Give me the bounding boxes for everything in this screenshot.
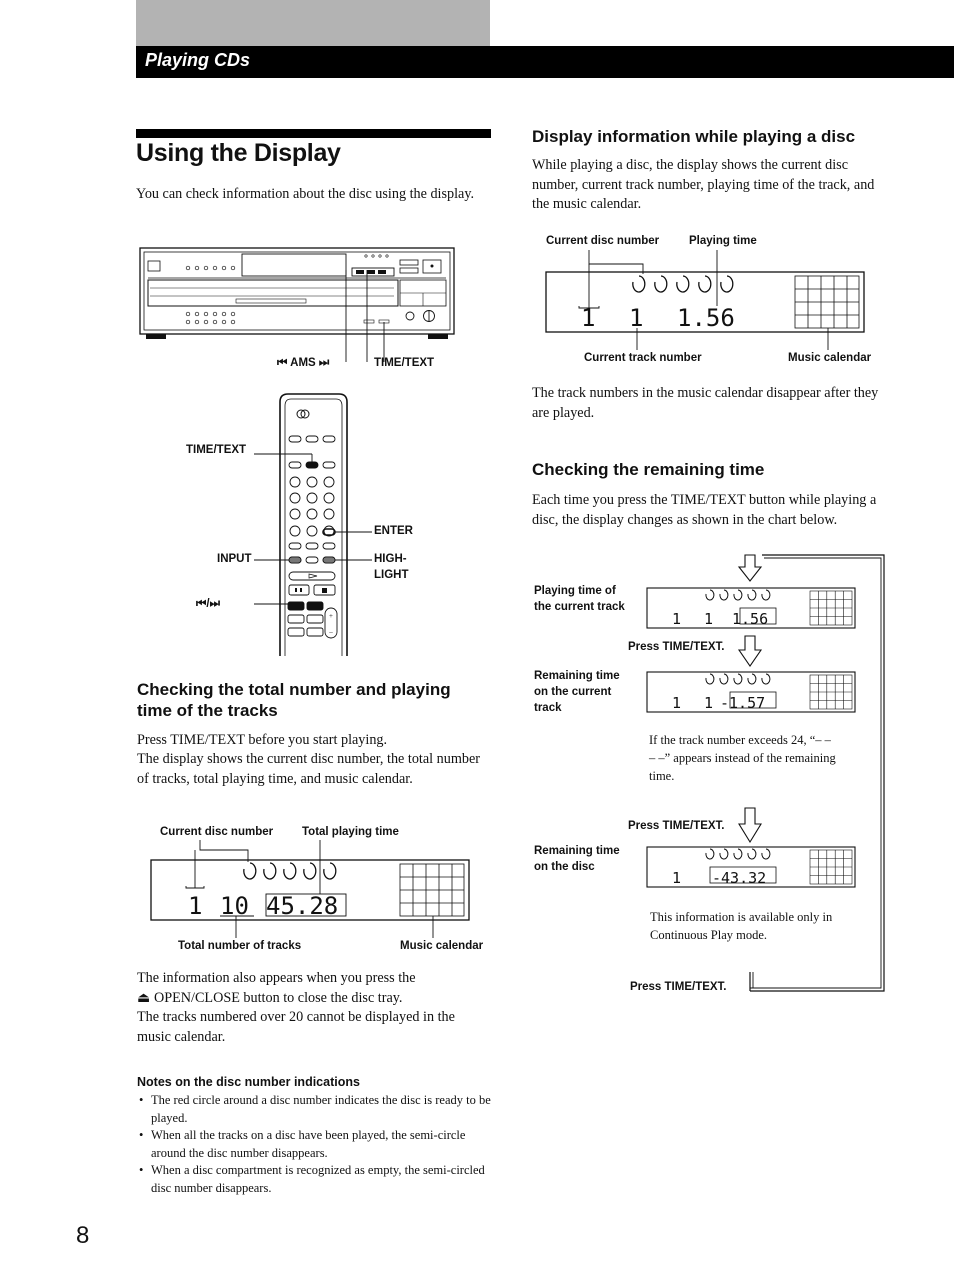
page-title: Using the Display xyxy=(136,139,341,167)
press-time-text-step2: Press TIME/TEXT. xyxy=(628,820,725,832)
playing-display-disc: 1 xyxy=(581,304,596,332)
label-playing-time-current-track: Playing time of the current track xyxy=(534,585,625,613)
highlight-label-line2: LIGHT xyxy=(374,569,409,581)
skip-prev-icon: ⏮ xyxy=(277,357,288,369)
note-item: • The red circle around a disc number indicates the disc is ready to be played. xyxy=(137,1092,494,1127)
title-rule xyxy=(136,129,491,138)
intro-text: You can check information about the disc using the display. xyxy=(136,186,475,202)
label-playing-time: Playing time xyxy=(689,235,757,247)
player-time-text-label: TIME/TEXT xyxy=(374,357,435,369)
note-continuous-play: This information is available only in Continuous Play mode. xyxy=(650,910,833,942)
chart-display3-disc: 1 xyxy=(672,869,682,887)
total-display-time: 45.28 xyxy=(266,892,339,920)
flow-arrow-down-icon xyxy=(739,808,761,842)
label-remaining-time-disc: Remaining time on the disc xyxy=(534,845,620,873)
remaining-section-heading: Checking the remaining time xyxy=(532,460,765,479)
notes-list xyxy=(137,1092,494,1197)
total-section-para4: The tracks numbered over 20 cannot be displayed in the music calendar. xyxy=(137,1009,455,1045)
remote-control-illustration xyxy=(276,392,351,656)
svg-text:+: + xyxy=(329,612,333,620)
playing-display-track: 1 xyxy=(629,304,644,332)
total-section-para3: The information also appears when you press the ⏏ OPEN/CLOSE button to close the disc tray. xyxy=(137,970,416,1006)
label-current-disc-number-playing: Current disc number xyxy=(546,235,660,247)
chart-display2-disc: 1 xyxy=(672,694,682,712)
skip-next-icon: ⏭ xyxy=(318,357,330,369)
label-current-track-number: Current track number xyxy=(584,352,702,364)
chart-display3-time: -43.32 xyxy=(712,869,767,887)
label-music-calendar-playing: Music calendar xyxy=(788,352,872,364)
skip-back-icon: ⏮ xyxy=(196,598,207,610)
note-item: • When all the tracks on a disc have been played, the semi-circle around the disc number disappears. xyxy=(137,1127,494,1162)
remote-time-text-label: TIME/TEXT xyxy=(186,444,247,456)
highlight-label-line1: HIGH- xyxy=(374,553,407,565)
ams-label: ⏮ AMS ⏭ xyxy=(277,357,330,369)
label-remaining-time-current-track: Remaining time on the current track xyxy=(534,670,620,714)
display-playing-illustration xyxy=(545,250,885,350)
press-time-text-step3: Press TIME/TEXT. xyxy=(630,981,727,993)
chart-display2-time: -1.57 xyxy=(720,694,766,712)
label-total-number-of-tracks: Total number of tracks xyxy=(178,940,302,952)
total-section-para2: The display shows the current disc number, the total number of tracks, total playing time, and music calendar. xyxy=(137,751,481,787)
display-total-illustration xyxy=(150,840,490,940)
header-tab xyxy=(136,0,490,46)
chart-display2-track: 1 xyxy=(704,694,714,712)
total-display-disc: 1 xyxy=(188,892,203,920)
note-track-exceeds: If the track number exceeds 24, “– – – –” appears instead of the remaining time. xyxy=(649,733,836,783)
total-display-tracks: 10 xyxy=(220,892,249,920)
chart-display1-track: 1 xyxy=(704,610,714,628)
press-time-text-step1: Press TIME/TEXT. xyxy=(628,641,725,653)
page-number: 8 xyxy=(76,1222,90,1249)
label-current-disc-number: Current disc number xyxy=(160,826,274,838)
input-label: INPUT xyxy=(217,553,252,565)
svg-text:–: – xyxy=(329,628,333,636)
skip-buttons-label: ⏮/⏭ xyxy=(196,598,220,610)
label-music-calendar-total: Music calendar xyxy=(400,940,484,952)
playing-section-heading: Display information while playing a disc xyxy=(532,127,856,146)
playing-section-para: While playing a disc, the display shows the current disc number, current track number, playing time of the track, and the music calendar. xyxy=(532,157,875,212)
total-section-heading: Checking the total number and playing time of the tracks xyxy=(137,680,451,720)
remaining-section-para: Each time you press the TIME/TEXT button while playing a disc, the display changes as shown in the chart below. xyxy=(532,492,877,528)
note-item: • When a disc compartment is recognized as empty, the semi-circled disc number disappears. xyxy=(137,1162,494,1197)
chart-display1-disc: 1 xyxy=(672,610,682,628)
enter-label: ENTER xyxy=(374,525,413,537)
eject-icon: ⏏ xyxy=(137,989,151,1006)
playing-display-time: 1.56 xyxy=(677,304,735,332)
header-bar xyxy=(136,46,954,78)
label-total-playing-time: Total playing time xyxy=(302,826,399,838)
total-section-para1: Press TIME/TEXT before you start playing. xyxy=(137,732,388,748)
section-title: Playing CDs xyxy=(145,50,251,70)
flow-arrow-down-icon xyxy=(739,636,761,666)
playing-section-para2: The track numbers in the music calendar disappear after they are played. xyxy=(532,385,879,421)
chart-display1-time: 1.56 xyxy=(732,610,769,628)
skip-forward-icon: ⏭ xyxy=(209,598,220,610)
notes-heading: Notes on the disc number indications xyxy=(137,1075,360,1089)
